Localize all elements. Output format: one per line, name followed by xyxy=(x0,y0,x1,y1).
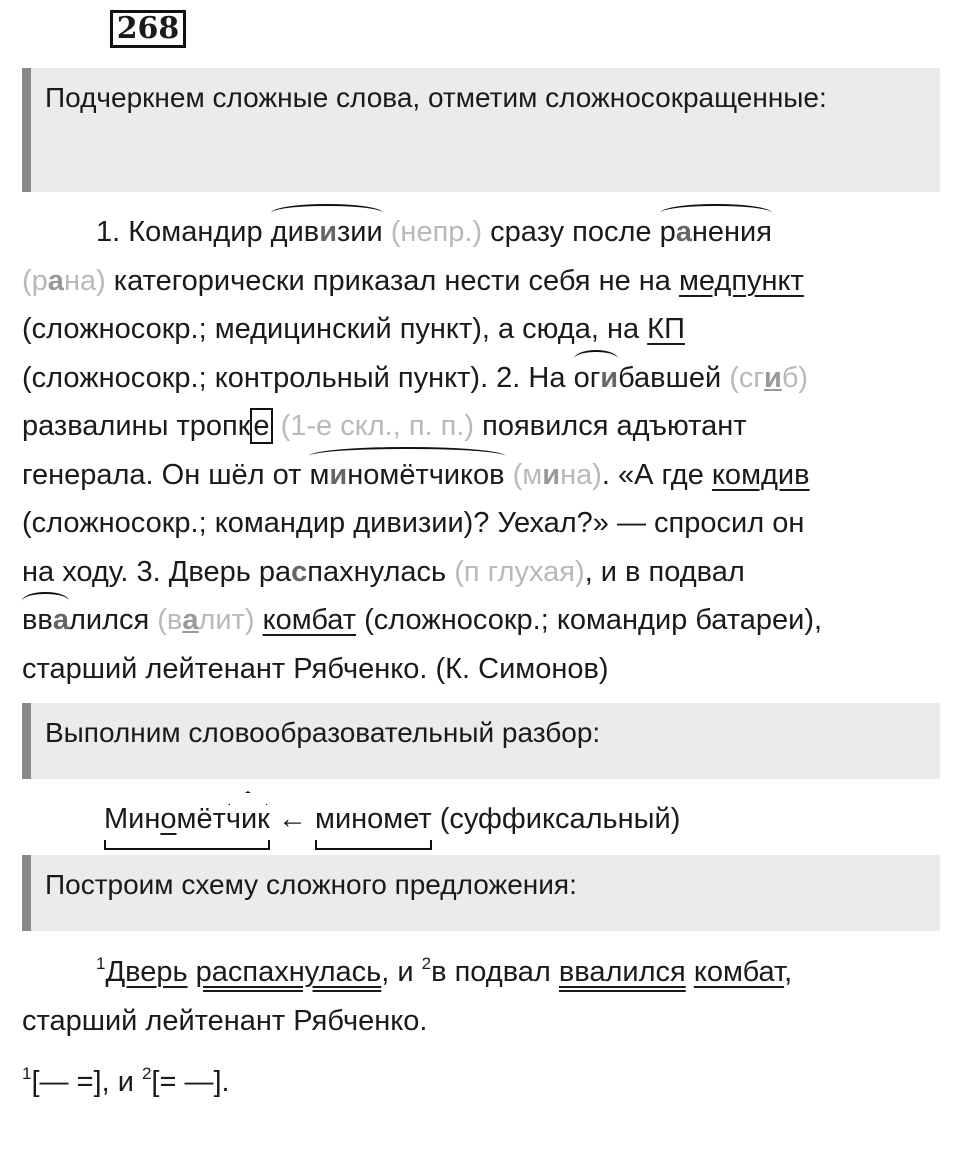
section-title-word-formation xyxy=(22,703,940,779)
stem-minomet: миномет xyxy=(315,795,432,844)
note-declension: (1-е скл., п. п.) xyxy=(272,410,475,442)
stem-minometchik: Миномётчик xyxy=(104,795,270,844)
derivation-arrow: ← xyxy=(269,803,315,835)
section-title-text: Построим схему сложного предложения: xyxy=(45,869,577,900)
note-rana: (рана) xyxy=(22,264,106,297)
exercise-number: 268 xyxy=(110,10,186,48)
exercise-text: 1. Командир дивизии (непр.) сразу после ранения (рана) категорически приказал нести себя не на медпункт (сложносокр.; медицинский пункт), а сюда, на КП (сложносокр.; контрольный пункт). 2. На огибавшей (сгиб) развалины тропк е (1-е скл., п. п.) появился адъютант генерала. Он шёл от миномётчиков (мина). «А где комдив (сложносокр.; командир дивизии)? Уехал?» — спросил он на ходу. 3. Дверь распахнулась (п глухая), и в подвал ввалился (валит) комбат (сложносокр.; командир батареи), старший лейтенант Рябченко. (К. Симонов) xyxy=(22,208,940,693)
note-nepr: (непр.) xyxy=(382,216,483,248)
compound-word-minometchikov: миномётчиков xyxy=(309,459,504,491)
compound-word-kombat: комбат xyxy=(262,604,357,636)
root-arc-ogibavshei: оги xyxy=(574,354,619,403)
compound-word-medpunkt: медпункт xyxy=(678,264,804,297)
subject-dver: Дверь xyxy=(105,956,188,988)
boxed-ending: е xyxy=(250,408,272,444)
subject-kombat: комбат xyxy=(693,956,785,988)
compound-word-komdiv: комдив xyxy=(711,458,810,491)
complex-sentence: $^1$Дверь распахнулась, и $^2$в подвал ввалился комбат, старший лейтенант Рябченко. xyxy=(22,954,793,1037)
root-arc-vvalilsya: вва xyxy=(22,596,69,645)
suffix-mark: чик xyxy=(226,795,270,844)
prefix-consonant: с xyxy=(291,555,308,588)
compound-word-kp: КП xyxy=(647,313,685,345)
note-valit: (валит) xyxy=(149,604,255,636)
section-title-text: Подчеркнем сложные слова, отметим сложносокращенные: xyxy=(45,82,827,113)
predicate-vvalilsya: ввалился xyxy=(558,956,686,988)
section-title-text: Выполним словообразовательный разбор: xyxy=(45,717,601,748)
note-p-voiceless: (п глухая) xyxy=(446,555,585,588)
section-title-compound-words xyxy=(22,68,940,192)
word-formation-analysis: Миномётчик ← миномет (суффиксальный) xyxy=(22,795,940,844)
sentence-scheme: $^1$[— =], и $^2$[= —]. xyxy=(22,1064,230,1098)
root-arc-raneniya: ранения xyxy=(660,208,772,257)
predicate-raspakhnulas: распахнулась xyxy=(195,956,382,988)
note-mina: (мина) xyxy=(504,458,602,491)
section-title-sentence-scheme xyxy=(22,855,940,931)
note-sgib: (сгиб) xyxy=(721,361,809,394)
root-arc-divizii: дивизии xyxy=(271,208,383,257)
